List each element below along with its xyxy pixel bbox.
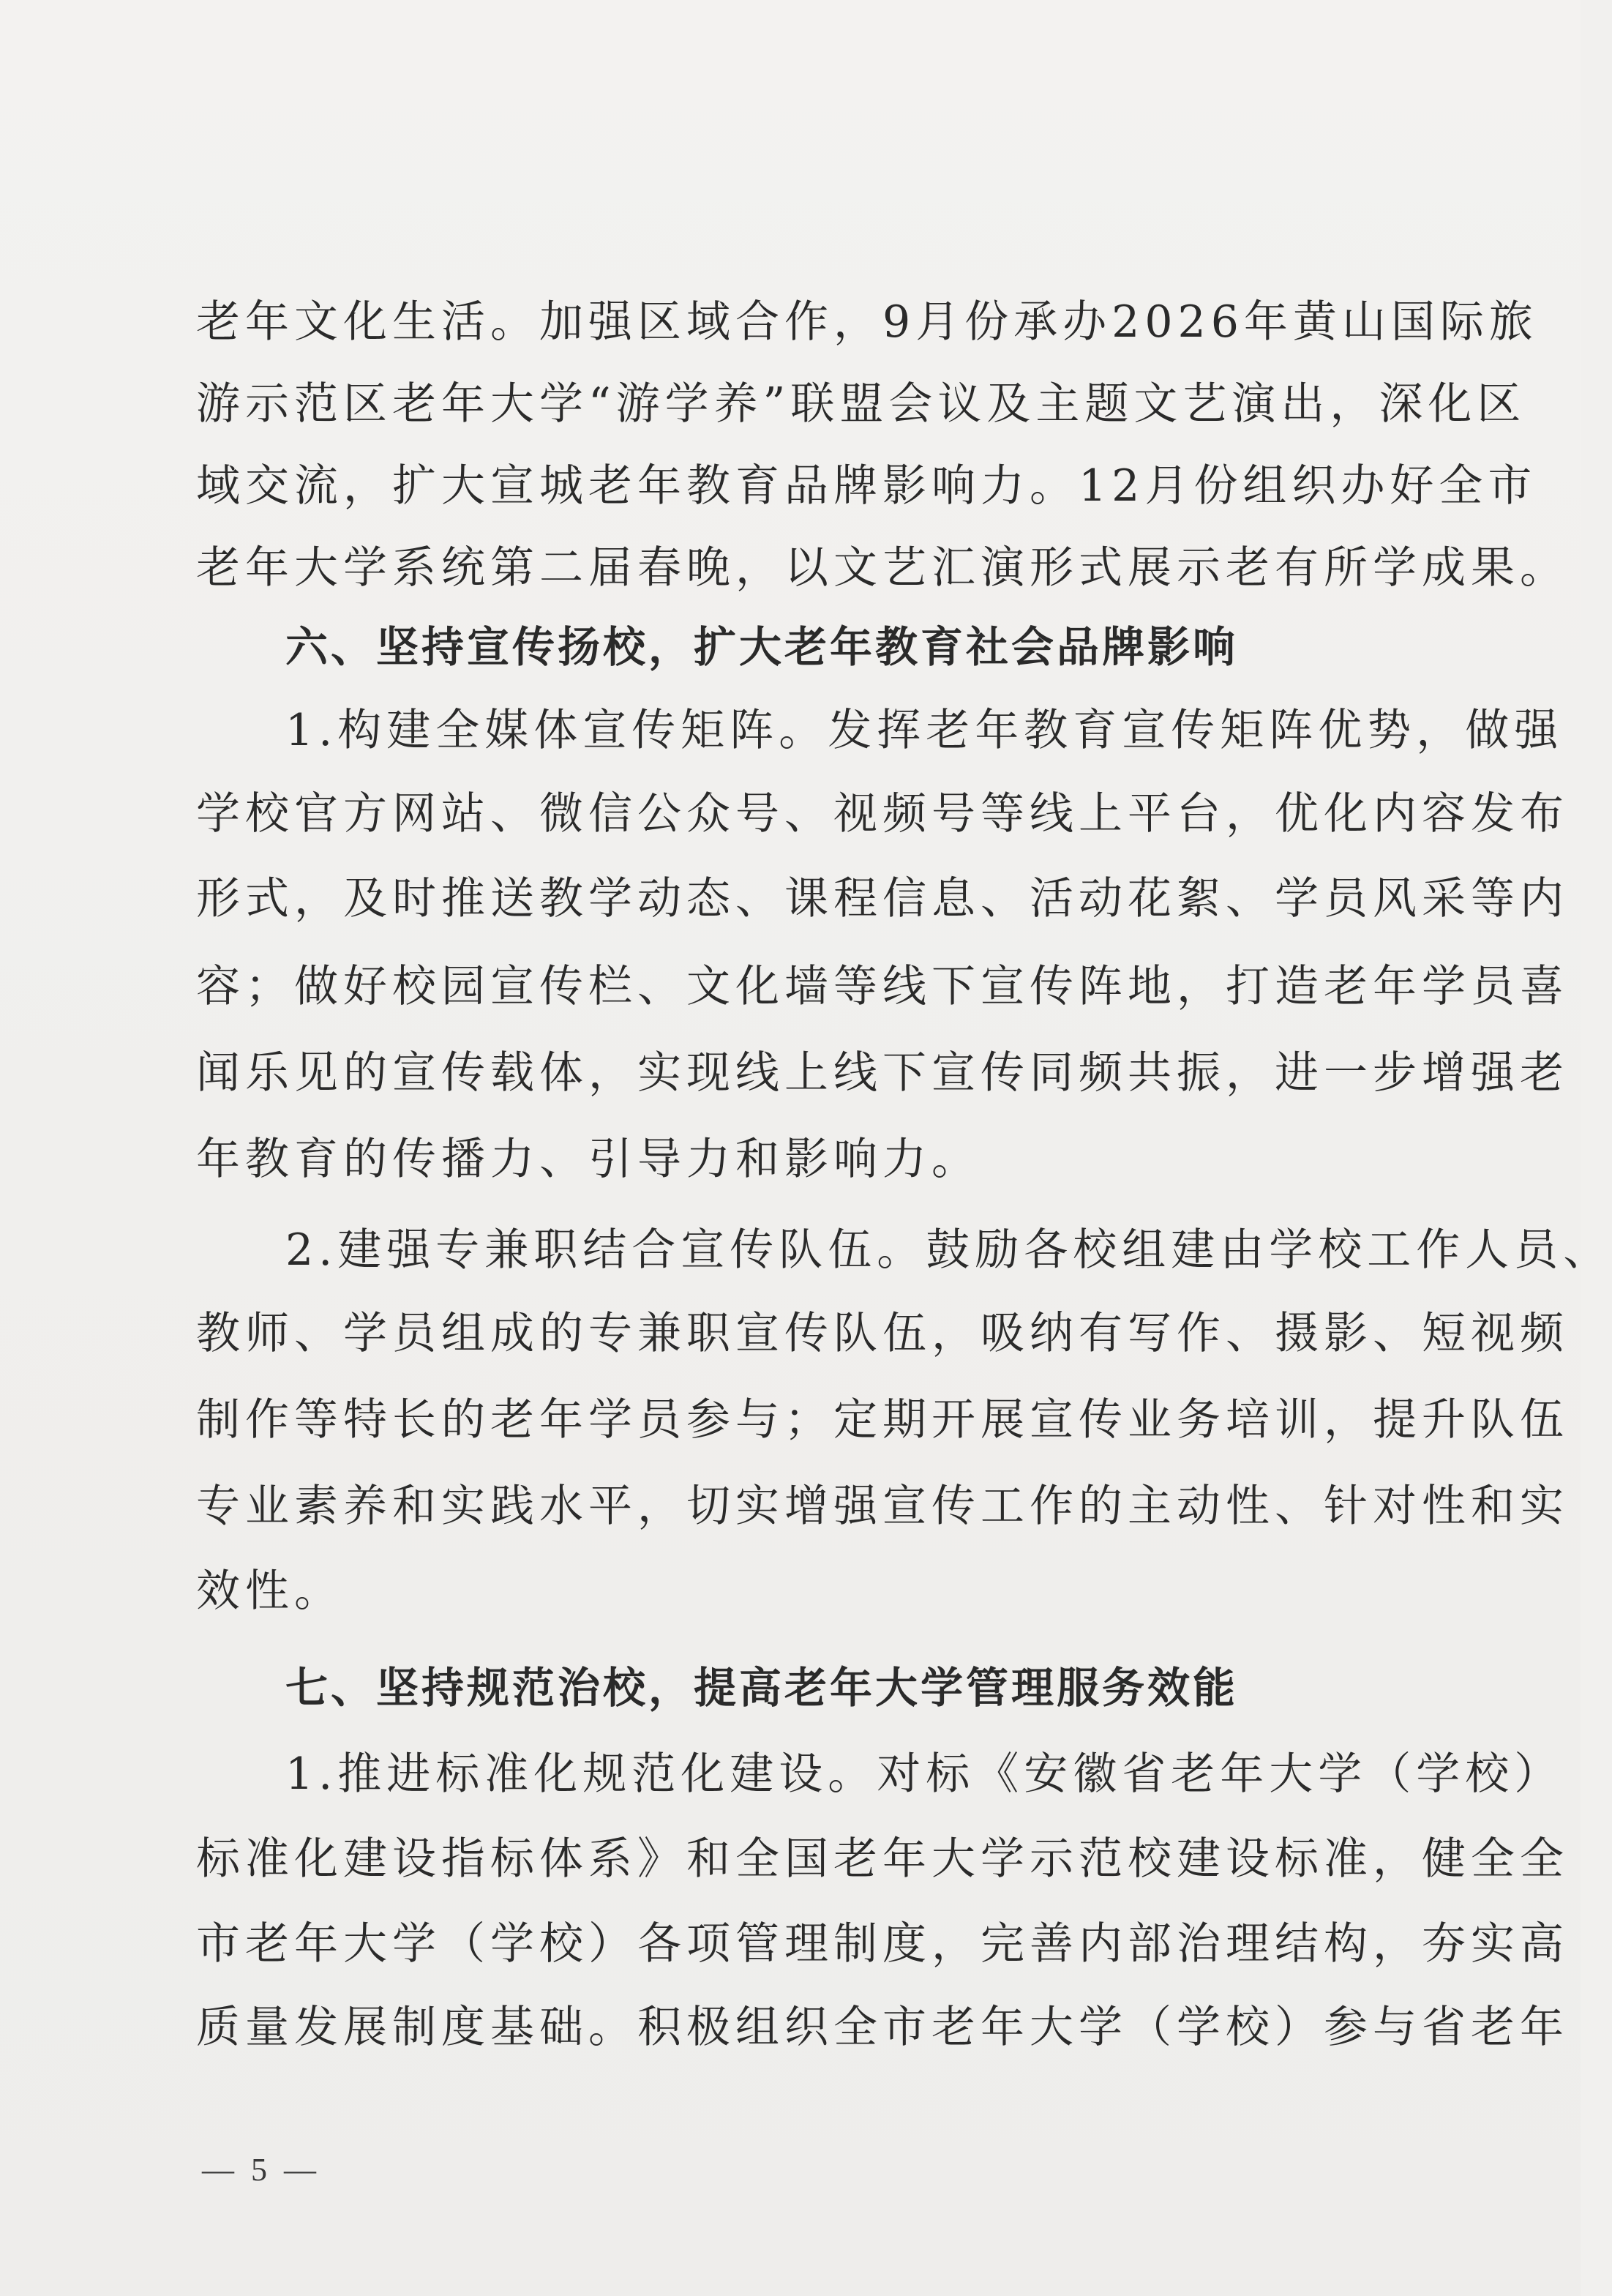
body-line: 市老年大学（学校）各项管理制度，完善内部治理结构，夯实高 xyxy=(196,1918,1569,1970)
body-line: 2.建强专兼职结合宣传队伍。鼓励各校组建由学校工作人员、 xyxy=(285,1224,1612,1276)
page-number: — 5 — xyxy=(202,2152,320,2188)
section-heading-6: 六、坚持宣传扬校，扩大老年教育社会品牌影响 xyxy=(285,622,1239,672)
body-line: 1.构建全媒体宣传矩阵。发挥老年教育宣传矩阵优势，做强 xyxy=(285,705,1564,756)
body-line: 域交流，扩大宣城老年教育品牌影响力。12月份组织办好全市 xyxy=(196,460,1537,512)
body-line: 闻乐见的宣传载体，实现线上线下宣传同频共振，进一步增强老 xyxy=(196,1047,1569,1099)
body-line: 教师、学员组成的专兼职宣传队伍，吸纳有写作、摄影、短视频 xyxy=(196,1308,1569,1359)
body-line: 制作等特长的老年学员参与；定期开展宣传业务培训，提升队伍 xyxy=(196,1394,1569,1446)
body-line: 老年文化生活。加强区域合作，9月份承办2026年黄山国际旅 xyxy=(196,296,1538,348)
body-line: 学校官方网站、微信公众号、视频号等线上平台，优化内容发布 xyxy=(196,788,1569,840)
body-line: 老年大学系统第二届春晚，以文艺汇演形式展示老有所学成果。 xyxy=(196,542,1569,594)
body-line: 1.推进标准化规范化建设。对标《安徽省老年大学（学校） xyxy=(285,1749,1564,1800)
section-heading-7: 七、坚持规范治校，提高老年大学管理服务效能 xyxy=(285,1663,1239,1713)
body-line: 年教育的传播力、引导力和影响力。 xyxy=(196,1134,981,1185)
body-line: 形式，及时推送教学动态、课程信息、活动花絮、学员风采等内 xyxy=(196,873,1569,924)
body-line: 质量发展制度基础。积极组织全市老年大学（学校）参与省老年 xyxy=(196,2002,1569,2053)
body-line: 容；做好校园宣传栏、文化墙等线下宣传阵地，打造老年学员喜 xyxy=(196,961,1569,1012)
body-line: 游示范区老年大学“游学养”联盟会议及主题文艺演出，深化区 xyxy=(196,378,1526,430)
body-line: 效性。 xyxy=(196,1566,343,1617)
body-line: 专业素养和实践水平，切实增强宣传工作的主动性、针对性和实 xyxy=(196,1481,1569,1532)
body-line: 标准化建设指标体系》和全国老年大学示范校建设标准，健全全 xyxy=(196,1833,1569,1885)
